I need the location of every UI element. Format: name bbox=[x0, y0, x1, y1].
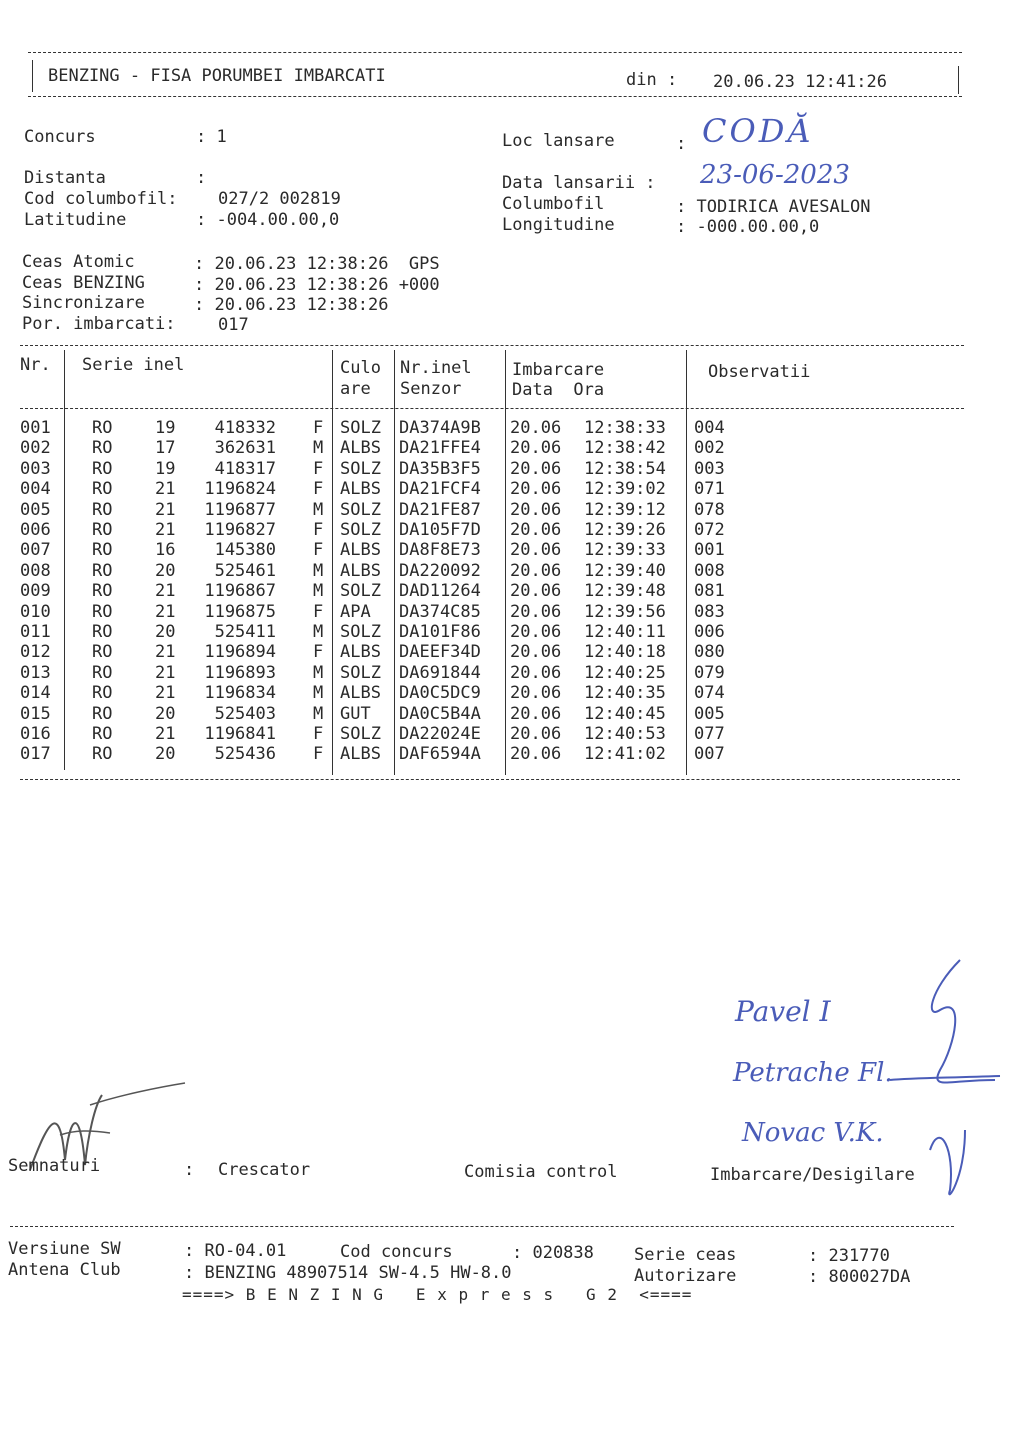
cell-data: 20.06 bbox=[510, 458, 562, 479]
cell-data: 20.06 bbox=[510, 683, 562, 704]
cell-ora: 12:39:33 bbox=[584, 540, 666, 561]
cell-observatii: 001 bbox=[694, 540, 725, 561]
imbarcare-desigilare-label: Imbarcare/Desigilare bbox=[710, 1165, 915, 1185]
cell-nr-inel: 1196827 bbox=[204, 520, 276, 540]
table-row bbox=[0, 500, 1024, 520]
cell-nr: 012 bbox=[20, 642, 51, 663]
latitudine-value: : -004.00.00,0 bbox=[196, 210, 340, 230]
cell-culoare: SOLZ bbox=[340, 520, 381, 540]
latitudine-label: Latitudine bbox=[24, 210, 127, 230]
data-lansarii-handwritten: 23-06-2023 bbox=[700, 160, 850, 190]
cell-ora: 12:39:56 bbox=[584, 601, 666, 622]
cell-senzor: DAEEF34D bbox=[399, 642, 481, 663]
header-top-border bbox=[28, 52, 962, 53]
cell-ora: 12:40:18 bbox=[584, 642, 666, 663]
concurs-label: Concurs bbox=[24, 127, 96, 147]
cell-nr-inel: 1196841 bbox=[204, 724, 276, 744]
cell-an: 21 bbox=[155, 479, 176, 500]
cell-tara: RO bbox=[92, 622, 113, 642]
cell-senzor: DA0C5DC9 bbox=[399, 683, 481, 704]
cell-senzor: DA21FFE4 bbox=[399, 438, 481, 459]
cell-data: 20.06 bbox=[510, 622, 562, 642]
col-header-culoare-1: Culo bbox=[340, 358, 381, 378]
cell-an: 20 bbox=[155, 703, 176, 724]
cod-concurs-label: Cod concurs bbox=[340, 1242, 453, 1262]
cell-sex: F bbox=[313, 642, 324, 663]
table-row bbox=[0, 602, 1024, 622]
col-header-nr: Nr. bbox=[20, 355, 51, 375]
cell-ora: 12:39:48 bbox=[584, 581, 666, 602]
cell-sex: M bbox=[313, 683, 324, 704]
handwritten-name-2: Petrache Fl. bbox=[733, 1058, 893, 1088]
cell-data: 20.06 bbox=[510, 744, 562, 765]
cell-culoare: SOLZ bbox=[340, 622, 381, 642]
cell-culoare: SOLZ bbox=[340, 458, 381, 479]
sincronizare-label: Sincronizare bbox=[22, 293, 145, 313]
cell-observatii: 005 bbox=[694, 703, 725, 724]
cell-ora: 12:40:11 bbox=[584, 622, 666, 642]
table-row bbox=[0, 561, 1024, 581]
cell-an: 17 bbox=[155, 438, 176, 459]
ceas-benzing-label: Ceas BENZING bbox=[22, 273, 145, 293]
cell-nr: 007 bbox=[20, 540, 51, 561]
cell-nr-inel: 1196824 bbox=[204, 479, 276, 500]
cell-sex: F bbox=[313, 520, 324, 540]
cell-ora: 12:39:02 bbox=[584, 479, 666, 500]
loc-lansare-handwritten: CODĂ bbox=[702, 112, 814, 150]
cell-data: 20.06 bbox=[510, 418, 562, 438]
cell-data: 20.06 bbox=[510, 438, 562, 459]
antena-club-label: Antena Club bbox=[8, 1260, 121, 1280]
table-row bbox=[0, 724, 1024, 744]
cell-culoare: ALBS bbox=[340, 683, 381, 704]
cell-nr-inel: 525461 bbox=[214, 560, 276, 581]
cell-nr: 015 bbox=[20, 703, 51, 724]
cell-senzor: DAD11264 bbox=[399, 581, 481, 602]
cell-data: 20.06 bbox=[510, 662, 562, 683]
table-row bbox=[0, 540, 1024, 560]
cell-an: 19 bbox=[155, 458, 176, 479]
benzing-express-banner: ====> B E N Z I N G E x p r e s s G 2 <==== bbox=[182, 1285, 693, 1304]
cell-senzor: DA0C5B4A bbox=[399, 703, 481, 724]
col-header-culoare-2: are bbox=[340, 379, 371, 399]
cell-an: 21 bbox=[155, 581, 176, 602]
cell-tara: RO bbox=[92, 601, 113, 622]
cell-ora: 12:38:33 bbox=[584, 418, 666, 438]
cell-nr: 011 bbox=[20, 622, 51, 642]
versiune-sw-label: Versiune SW bbox=[8, 1239, 121, 1259]
document-title: BENZING - FISA PORUMBEI IMBARCATI bbox=[48, 66, 386, 86]
cell-culoare: ALBS bbox=[340, 540, 381, 561]
table-bottom-rule bbox=[20, 779, 960, 780]
cell-ora: 12:40:45 bbox=[584, 703, 666, 724]
cell-nr: 006 bbox=[20, 520, 51, 540]
cell-senzor: DA8F8E73 bbox=[399, 540, 481, 561]
cell-nr-inel: 1196894 bbox=[204, 642, 276, 663]
table-header-rule bbox=[20, 408, 964, 409]
cell-ora: 12:38:42 bbox=[584, 438, 666, 459]
cell-tara: RO bbox=[92, 540, 113, 561]
cell-nr-inel: 1196867 bbox=[204, 581, 276, 602]
cell-data: 20.06 bbox=[510, 479, 562, 500]
table-row bbox=[0, 642, 1024, 662]
cell-an: 20 bbox=[155, 622, 176, 642]
cell-culoare: SOLZ bbox=[340, 662, 381, 683]
concurs-value: : 1 bbox=[196, 127, 227, 147]
cell-nr-inel: 1196875 bbox=[204, 601, 276, 622]
footer-top-rule bbox=[10, 1226, 954, 1227]
cell-tara: RO bbox=[92, 418, 113, 438]
cell-senzor: DA22024E bbox=[399, 724, 481, 744]
semnaturi-label: Semnaturi bbox=[8, 1156, 101, 1176]
cell-an: 21 bbox=[155, 499, 176, 520]
cell-culoare: ALBS bbox=[340, 642, 381, 663]
cell-nr-inel: 1196893 bbox=[204, 662, 276, 683]
loc-lansare-label: Loc lansare bbox=[502, 131, 615, 151]
cell-observatii: 077 bbox=[694, 724, 725, 744]
cell-tara: RO bbox=[92, 724, 113, 744]
col-header-observatii: Observatii bbox=[708, 362, 811, 382]
table-row bbox=[0, 459, 1024, 479]
semnaturi-colon: : bbox=[184, 1160, 195, 1180]
cell-sex: F bbox=[313, 458, 324, 479]
cell-nr-inel: 362631 bbox=[214, 438, 276, 459]
cod-concurs-value: : 020838 bbox=[512, 1243, 594, 1263]
ceas-benzing-value: : 20.06.23 12:38:26 +000 bbox=[194, 275, 440, 295]
table-row bbox=[0, 479, 1024, 499]
porumbei-imbarcati-value: 017 bbox=[218, 315, 249, 335]
cell-observatii: 007 bbox=[694, 744, 725, 765]
cell-observatii: 003 bbox=[694, 458, 725, 479]
handwritten-name-1: Pavel I bbox=[735, 995, 831, 1028]
cell-an: 21 bbox=[155, 683, 176, 704]
cell-culoare: APA bbox=[340, 601, 371, 622]
table-row bbox=[0, 581, 1024, 601]
cell-tara: RO bbox=[92, 438, 113, 459]
cell-sex: M bbox=[313, 438, 324, 459]
cell-nr: 004 bbox=[20, 479, 51, 500]
cell-an: 21 bbox=[155, 601, 176, 622]
cell-observatii: 081 bbox=[694, 581, 725, 602]
cell-senzor: DA21FCF4 bbox=[399, 479, 481, 500]
cell-nr: 013 bbox=[20, 662, 51, 683]
cell-ora: 12:40:35 bbox=[584, 683, 666, 704]
table-row bbox=[0, 418, 1024, 438]
cell-senzor: DA101F86 bbox=[399, 622, 481, 642]
cell-an: 19 bbox=[155, 418, 176, 438]
cell-culoare: ALBS bbox=[340, 438, 381, 459]
cell-data: 20.06 bbox=[510, 581, 562, 602]
crescator-label: Crescator bbox=[218, 1160, 311, 1180]
cell-tara: RO bbox=[92, 703, 113, 724]
cod-columbofil-value: 027/2 002819 bbox=[218, 189, 341, 209]
cell-senzor: DA21FE87 bbox=[399, 499, 481, 520]
cell-ora: 12:39:26 bbox=[584, 520, 666, 540]
cell-tara: RO bbox=[92, 581, 113, 602]
din-label: din : bbox=[626, 70, 678, 90]
table-row bbox=[0, 622, 1024, 642]
cell-data: 20.06 bbox=[510, 560, 562, 581]
cell-nr: 014 bbox=[20, 683, 51, 704]
cell-sex: F bbox=[313, 744, 324, 765]
cell-senzor: DA35B3F5 bbox=[399, 458, 481, 479]
distanta-value: : bbox=[196, 168, 207, 188]
cell-an: 20 bbox=[155, 560, 176, 581]
cell-senzor: DA691844 bbox=[399, 662, 481, 683]
antena-club-value: : BENZING 48907514 SW-4.5 HW-8.0 bbox=[184, 1263, 512, 1283]
cell-tara: RO bbox=[92, 744, 113, 765]
cell-data: 20.06 bbox=[510, 601, 562, 622]
cell-culoare: SOLZ bbox=[340, 724, 381, 744]
cell-an: 21 bbox=[155, 642, 176, 663]
cell-sex: M bbox=[313, 560, 324, 581]
col-header-serie: Serie inel bbox=[82, 355, 185, 375]
ceas-atomic-value: : 20.06.23 12:38:26 GPS bbox=[194, 254, 440, 274]
cell-nr: 009 bbox=[20, 581, 51, 602]
cell-sex: M bbox=[313, 499, 324, 520]
cell-an: 16 bbox=[155, 540, 176, 561]
cell-nr: 016 bbox=[20, 724, 51, 744]
cell-ora: 12:39:40 bbox=[584, 560, 666, 581]
cell-sex: M bbox=[313, 662, 324, 683]
cell-data: 20.06 bbox=[510, 499, 562, 520]
cell-nr: 005 bbox=[20, 499, 51, 520]
cell-tara: RO bbox=[92, 458, 113, 479]
cell-nr-inel: 1196877 bbox=[204, 499, 276, 520]
cell-culoare: ALBS bbox=[340, 479, 381, 500]
cell-culoare: ALBS bbox=[340, 560, 381, 581]
col-header-imbarcare-1: Imbarcare bbox=[512, 360, 605, 380]
cell-tara: RO bbox=[92, 662, 113, 683]
cell-tara: RO bbox=[92, 642, 113, 663]
cell-culoare: SOLZ bbox=[340, 418, 381, 438]
cell-senzor: DA220092 bbox=[399, 560, 481, 581]
cell-sex: M bbox=[313, 581, 324, 602]
cell-culoare: SOLZ bbox=[340, 499, 381, 520]
cell-nr-inel: 418317 bbox=[214, 458, 276, 479]
cell-nr: 001 bbox=[20, 418, 51, 438]
table-row bbox=[0, 520, 1024, 540]
cell-observatii: 072 bbox=[694, 520, 725, 540]
header-left-border bbox=[32, 60, 33, 92]
cell-nr-inel: 1196834 bbox=[204, 683, 276, 704]
cell-tara: RO bbox=[92, 479, 113, 500]
handwritten-name-3: Novac V.K. bbox=[742, 1118, 884, 1148]
cell-nr: 003 bbox=[20, 458, 51, 479]
ceas-atomic-label: Ceas Atomic bbox=[22, 252, 135, 272]
cell-nr: 017 bbox=[20, 744, 51, 765]
columbofil-value: : TODIRICA AVESALON bbox=[676, 197, 871, 217]
serie-ceas-value: : 231770 bbox=[808, 1246, 890, 1266]
table-top-rule bbox=[20, 345, 964, 346]
distanta-label: Distanta bbox=[24, 168, 106, 188]
header-right-border bbox=[958, 66, 959, 94]
comisia-control-label: Comisia control bbox=[464, 1162, 618, 1182]
cell-senzor: DA374A9B bbox=[399, 418, 481, 438]
cell-nr-inel: 525403 bbox=[214, 703, 276, 724]
cell-culoare: GUT bbox=[340, 703, 371, 724]
cell-observatii: 006 bbox=[694, 622, 725, 642]
cell-data: 20.06 bbox=[510, 642, 562, 663]
autorizare-value: : 800027DA bbox=[808, 1267, 911, 1287]
cell-culoare: ALBS bbox=[340, 744, 381, 765]
cell-data: 20.06 bbox=[510, 724, 562, 744]
cell-nr: 002 bbox=[20, 438, 51, 459]
cell-nr: 008 bbox=[20, 560, 51, 581]
cell-sex: F bbox=[313, 601, 324, 622]
col-header-senzor-1: Nr.inel bbox=[400, 358, 472, 378]
cell-tara: RO bbox=[92, 683, 113, 704]
cell-sex: F bbox=[313, 418, 324, 438]
cell-sex: M bbox=[313, 622, 324, 642]
cell-sex: F bbox=[313, 540, 324, 561]
din-value: 20.06.23 12:41:26 bbox=[713, 72, 887, 92]
cell-ora: 12:40:25 bbox=[584, 662, 666, 683]
cell-an: 21 bbox=[155, 724, 176, 744]
cell-ora: 12:40:53 bbox=[584, 724, 666, 744]
cell-observatii: 071 bbox=[694, 479, 725, 500]
cell-nr-inel: 418332 bbox=[214, 418, 276, 438]
cell-ora: 12:41:02 bbox=[584, 744, 666, 765]
cell-data: 20.06 bbox=[510, 540, 562, 561]
table-row bbox=[0, 663, 1024, 683]
cod-columbofil-label: Cod columbofil: bbox=[24, 189, 178, 209]
header-bottom-border bbox=[28, 96, 962, 97]
cell-culoare: SOLZ bbox=[340, 581, 381, 602]
cell-nr: 010 bbox=[20, 601, 51, 622]
table-row bbox=[0, 438, 1024, 458]
cell-an: 21 bbox=[155, 520, 176, 540]
cell-tara: RO bbox=[92, 560, 113, 581]
cell-senzor: DAF6594A bbox=[399, 744, 481, 765]
cell-observatii: 080 bbox=[694, 642, 725, 663]
data-lansarii-label: Data lansarii : bbox=[502, 173, 656, 193]
cell-observatii: 078 bbox=[694, 499, 725, 520]
cell-observatii: 083 bbox=[694, 601, 725, 622]
cell-senzor: DA374C85 bbox=[399, 601, 481, 622]
columbofil-label: Columbofil bbox=[502, 194, 605, 214]
loc-lansare-colon: : bbox=[676, 134, 687, 154]
cell-observatii: 002 bbox=[694, 438, 725, 459]
porumbei-imbarcati-label: Por. imbarcati: bbox=[22, 314, 176, 334]
cell-nr-inel: 145380 bbox=[214, 540, 276, 561]
cell-ora: 12:39:12 bbox=[584, 499, 666, 520]
cell-data: 20.06 bbox=[510, 703, 562, 724]
cell-an: 20 bbox=[155, 744, 176, 765]
table-row bbox=[0, 744, 1024, 764]
cell-sex: F bbox=[313, 479, 324, 500]
serie-ceas-label: Serie ceas bbox=[634, 1245, 737, 1265]
cell-data: 20.06 bbox=[510, 520, 562, 540]
cell-observatii: 074 bbox=[694, 683, 725, 704]
cell-sex: M bbox=[313, 703, 324, 724]
autorizare-label: Autorizare bbox=[634, 1266, 737, 1286]
versiune-sw-value: : RO-04.01 bbox=[184, 1241, 287, 1261]
cell-tara: RO bbox=[92, 499, 113, 520]
col-header-senzor-2: Senzor bbox=[400, 379, 462, 399]
col-header-imbarcare-2: Data Ora bbox=[512, 380, 605, 400]
cell-sex: F bbox=[313, 724, 324, 744]
cell-an: 21 bbox=[155, 662, 176, 683]
cell-nr-inel: 525411 bbox=[214, 622, 276, 642]
cell-nr-inel: 525436 bbox=[214, 744, 276, 765]
sincronizare-value: : 20.06.23 12:38:26 bbox=[194, 295, 389, 315]
longitudine-value: : -000.00.00,0 bbox=[676, 217, 820, 237]
table-row bbox=[0, 683, 1024, 703]
longitudine-label: Longitudine bbox=[502, 215, 615, 235]
table-row bbox=[0, 704, 1024, 724]
cell-observatii: 008 bbox=[694, 560, 725, 581]
cell-observatii: 079 bbox=[694, 662, 725, 683]
cell-tara: RO bbox=[92, 520, 113, 540]
cell-senzor: DA105F7D bbox=[399, 520, 481, 540]
cell-ora: 12:38:54 bbox=[584, 458, 666, 479]
cell-observatii: 004 bbox=[694, 418, 725, 438]
